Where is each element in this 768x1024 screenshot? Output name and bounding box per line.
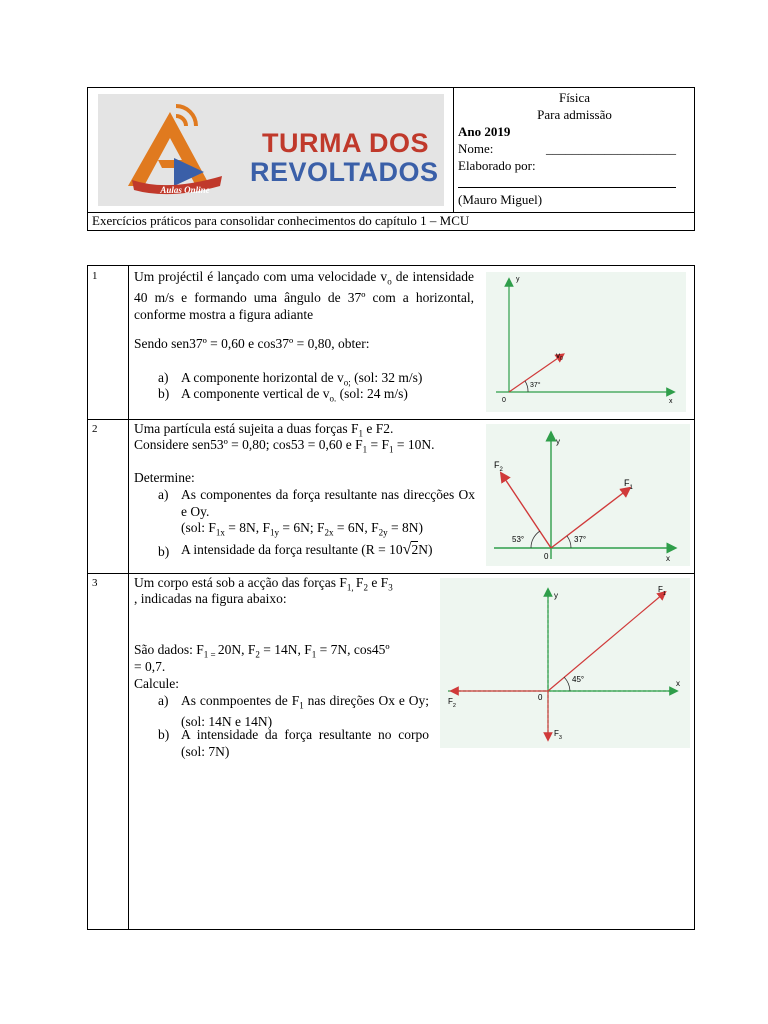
subscript: 1	[362, 444, 368, 455]
statement-text: = 10N.	[393, 437, 435, 452]
radicand: 2	[411, 542, 419, 557]
vector-letter: v	[556, 351, 560, 360]
item-text: N)	[418, 542, 433, 557]
item-text: A componente horizontal de v	[181, 370, 344, 385]
vector-letter: F	[658, 585, 663, 594]
item-text: A componente vertical de v	[181, 386, 330, 401]
statement-text: e F	[367, 575, 389, 590]
logo-tagline: Aulas Online	[160, 185, 210, 195]
subscript: 1,	[346, 582, 356, 593]
figure-2-diagram	[486, 424, 690, 566]
subscript: 1	[358, 428, 364, 439]
vector-subscript: 1	[662, 591, 666, 597]
angle-label-left: 53°	[512, 535, 525, 544]
subscript: 2	[363, 582, 368, 593]
f1-vector	[551, 490, 627, 548]
vector-letter: F	[554, 729, 559, 738]
vector-subscript: 2	[499, 467, 503, 473]
name-label: Nome:	[458, 141, 494, 156]
vector-subscript: 2	[452, 703, 456, 709]
subscript: 1x	[215, 527, 225, 538]
f2-vector	[503, 476, 551, 548]
vector-label	[556, 351, 563, 362]
solution-text: = 8N)	[387, 520, 423, 535]
item-text: As conmpoentes de F	[181, 693, 300, 708]
purpose-label: Para admissão	[537, 107, 612, 122]
row-divider	[88, 419, 694, 420]
vector-letter: F	[624, 478, 630, 488]
logo-title-line1: TURMA DOS	[262, 128, 429, 158]
item-marker: a)	[158, 487, 169, 502]
subscript: 1 =	[203, 649, 218, 660]
f1-vector	[548, 594, 663, 691]
exercise-3-calc: Calcule:	[134, 676, 179, 691]
origin-label: 0	[538, 693, 543, 702]
author-label: Elaborado por:	[458, 158, 536, 173]
exercise-2-line2	[134, 437, 435, 458]
solution-text: (sol: F	[181, 520, 216, 535]
statement-text: Um corpo está sob a acção das forças F	[134, 575, 347, 590]
y-label: y	[554, 591, 558, 600]
author-name: (Mauro Miguel)	[458, 192, 543, 207]
logo-cell	[88, 88, 454, 212]
chapter-subtitle: Exercícios práticos para consolidar conhecimentos do capítulo 1 – MCU	[88, 212, 694, 230]
subscript: o;	[343, 377, 351, 388]
item-text: nas direções Ox e Oy; (sol: 14N e 14N)	[181, 693, 430, 730]
statement-text: Considere sen53º = 0,80; cos53 = 0,60 e F	[134, 437, 363, 452]
x-label: x	[676, 679, 680, 688]
exercise-number: 1	[92, 270, 98, 282]
angle-arc-left	[531, 531, 540, 548]
statement-text: e F2.	[363, 421, 394, 436]
angle-arc	[564, 677, 570, 691]
angle-arc-right	[567, 536, 571, 548]
y-label: y	[556, 437, 560, 446]
author-line	[458, 187, 676, 188]
column-divider	[128, 266, 129, 929]
exercise-2-item-a: As componentes da força resultante nas direcções Ox e Oy.	[181, 487, 475, 519]
vector-subscript: 0	[560, 356, 563, 362]
figure-1-diagram	[486, 272, 686, 412]
exercise-number: 3	[92, 577, 98, 589]
exercise-number: 2	[92, 423, 98, 435]
exercise-2-item-b	[181, 542, 432, 559]
angle-label: 37°	[530, 382, 541, 389]
item-text: A intensidade da força resultante (R = 10	[181, 542, 403, 557]
sqrt-symbol: √	[402, 541, 412, 558]
year-label: Ano 2019	[458, 124, 511, 139]
figure-2	[486, 424, 690, 566]
statement-text: = F	[367, 437, 390, 452]
exercise-3-line2: , indicadas na figura abaixo:	[134, 591, 287, 606]
x-label: x	[669, 398, 673, 405]
angle-label: 45°	[572, 675, 585, 684]
origin-label: 0	[544, 552, 549, 561]
statement-text: Um projéctil é lançado com uma velocidade v	[134, 269, 388, 284]
exercise-1-item-b	[181, 386, 408, 407]
solution-text: = 6N, F	[333, 520, 379, 535]
solution: (sol: 24 m/s)	[336, 386, 408, 401]
subscript: 1	[299, 700, 304, 711]
exercise-3-data-line2: = 0,7.	[134, 659, 166, 674]
exercise-3-item-b: A intensidade da força resultante no corpo (sol: 7N)	[181, 727, 429, 759]
item-marker: a)	[158, 693, 169, 708]
f2-label	[494, 460, 504, 473]
exercise-2-determine: Determine:	[134, 470, 195, 485]
solution: (sol: 32 m/s)	[350, 370, 423, 385]
origin-label: 0	[502, 397, 506, 404]
f1-label	[624, 478, 634, 491]
data-text: = 14N, F	[259, 642, 312, 657]
subscript: o	[387, 276, 392, 287]
subscript: 2y	[378, 527, 388, 538]
data-text: 20N, F	[217, 642, 256, 657]
item-marker: a)	[158, 370, 169, 385]
exercise-3-data	[134, 642, 390, 663]
header-table	[87, 87, 695, 231]
subject-label: Física	[558, 90, 591, 105]
logo-banner	[98, 94, 444, 206]
item-marker: b)	[158, 544, 170, 559]
subscript: 2	[255, 649, 260, 660]
y-label: y	[516, 276, 520, 283]
vector-subscript: 1	[629, 485, 633, 491]
figure-3-diagram	[440, 578, 690, 748]
f3-label	[554, 729, 562, 741]
logo-title-line2: REVOLTADOS	[250, 157, 439, 187]
statement-text: Uma partícula está sujeita a duas forças F	[134, 421, 359, 436]
vector-letter: F	[448, 697, 453, 706]
subscript: 3	[388, 582, 393, 593]
exercise-2-solution-a	[181, 520, 423, 541]
data-text: = 7N, cos45º	[316, 642, 390, 657]
item-marker: b)	[158, 727, 170, 742]
subscript: 2x	[324, 527, 334, 538]
subscript: 1	[389, 444, 394, 455]
subscript: 1	[311, 649, 317, 660]
exercises-table	[87, 265, 695, 930]
exercise-1-given: Sendo sen37º = 0,60 e cos37º = 0,80, obter:	[134, 336, 370, 351]
data-text: São dados: F	[134, 642, 204, 657]
x-label: x	[666, 554, 670, 563]
figure-1	[486, 272, 686, 412]
statement-text: de intensidade 40 m/s e formando uma ângulo de 37º com a horizontal, conforme mostra a figura adiante	[134, 269, 474, 322]
vector-subscript: 3	[558, 735, 562, 741]
f1-label	[658, 585, 666, 597]
figure-3	[440, 578, 690, 748]
f2-label	[448, 697, 456, 709]
item-marker: b)	[158, 386, 170, 401]
row-divider	[88, 573, 694, 574]
exercise-1-statement	[134, 269, 474, 323]
exercise-3-item-a	[181, 693, 429, 731]
subscript: o.	[329, 393, 337, 404]
angle-arc	[525, 381, 528, 392]
statement-text: F	[355, 575, 364, 590]
info-cell	[454, 88, 695, 212]
name-field[interactable]: ____________________	[546, 141, 676, 156]
solution-text: = 6N; F	[279, 520, 325, 535]
vector-letter: F	[494, 460, 500, 470]
solution-text: = 8N, F	[224, 520, 271, 535]
angle-label-right: 37°	[574, 535, 587, 544]
subscript: 1y	[270, 527, 280, 538]
